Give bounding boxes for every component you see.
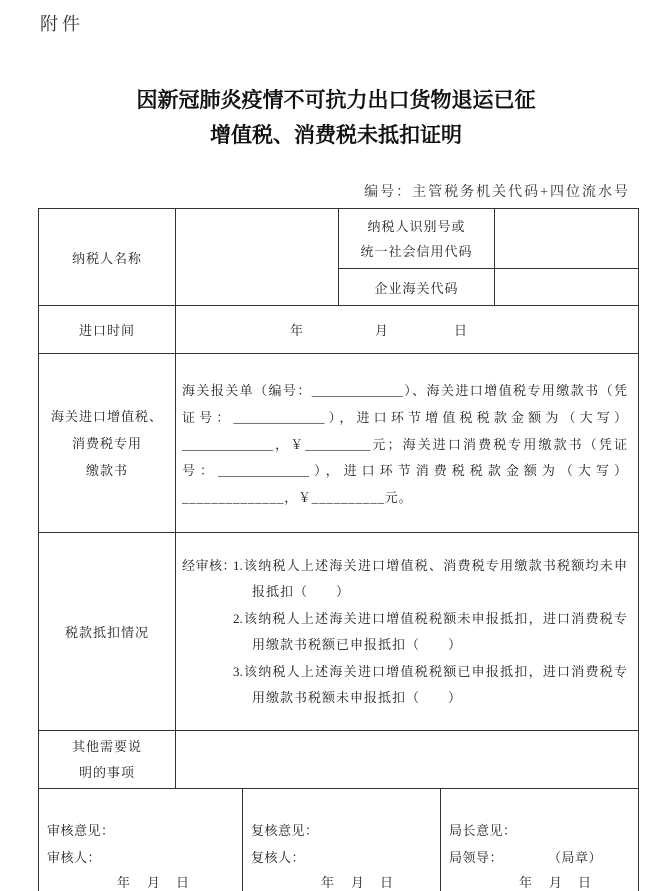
- deduction-item: [233, 606, 627, 659]
- import-time-value-cell: [175, 305, 639, 354]
- deduction-label: 税款抵扣情况: [64, 625, 149, 640]
- taxpayer-name-value-cell: [175, 208, 339, 306]
- customs-payment-line: ______________，￥__________元。: [182, 490, 413, 506]
- review-month-unit: 月: [147, 875, 161, 890]
- import-day-unit: 日: [454, 323, 468, 338]
- director-year-unit: 年: [519, 875, 533, 890]
- taxpayer-id-label-line-1: 纳税人识别号或: [367, 218, 466, 234]
- deduction-content-cell: [175, 532, 639, 731]
- recheck-day-unit: 日: [380, 875, 394, 890]
- recheck-month-unit: 月: [351, 875, 365, 890]
- recheck-opinion-label: 复核意见：: [251, 823, 319, 838]
- import-time-label-cell: [38, 305, 176, 354]
- customs-payment-label-cell: [38, 353, 176, 533]
- review-year-unit: 年: [117, 875, 131, 890]
- customs-code-value-cell: [494, 268, 639, 306]
- import-time-label: 进口时间: [78, 323, 135, 338]
- customs-payment-paragraph: [182, 378, 627, 512]
- customs-payment-line: ______________，￥__________元；海关进口消费税专用缴款书（凭证: [182, 436, 627, 452]
- other-matters-label-cell: [38, 730, 176, 789]
- review-day-unit: 日: [176, 875, 190, 890]
- recheck-approval-cell: [242, 788, 441, 891]
- reviewer-label: 审核人：: [47, 850, 102, 865]
- bureau-leader-label: 局领导：: [449, 850, 504, 865]
- customs-payment-line: 号：______________），进口环节消费税税款金额为（大写）: [182, 463, 627, 479]
- customs-payment-line: 海关报关单（编号：______________）、海关进口增值税专用缴款书（凭: [182, 383, 627, 398]
- document-title-line-1: 因新冠肺炎疫情不可抗力出口货物退运已征: [136, 88, 536, 112]
- taxpayer-id-label-cell: [338, 208, 495, 269]
- deduction-item-line-1: 1.该纳税人上述海关进口增值税、消费税专用缴款书税额均未申: [233, 558, 627, 573]
- other-matters-label-line-2: 明的事项: [78, 764, 135, 780]
- rechecker-label: 复核人：: [251, 850, 306, 865]
- other-matters-label-line-1: 其他需要说: [71, 738, 142, 754]
- deduction-label-cell: [38, 532, 176, 731]
- deduction-item-line-1: 3.该纳税人上述海关进口增值税税额已申报抵扣，进口消费税专: [233, 663, 627, 679]
- deduction-items: [233, 553, 627, 711]
- director-month-unit: 月: [549, 875, 563, 890]
- attachment-label: 附件: [40, 14, 84, 34]
- document-title-line-2: 增值税、消费税未抵扣证明: [210, 123, 462, 147]
- review-approval-cell: [38, 788, 243, 891]
- import-month-unit: 月: [375, 323, 389, 338]
- taxpayer-id-value-cell: [494, 208, 639, 269]
- deduction-item: [233, 553, 627, 606]
- taxpayer-id-label-line-2: 统一社会信用代码: [360, 243, 473, 259]
- director-approval-cell: [440, 788, 639, 891]
- deduction-intro: 经审核：: [182, 558, 237, 573]
- deduction-item-line-2: 报抵扣（ ）: [252, 584, 351, 600]
- customs-payment-label-line-3: 缴款书: [85, 462, 128, 478]
- deduction-item-line-2: 用缴款书税额未申报抵扣（ ）: [252, 690, 463, 706]
- taxpayer-name-label: 纳税人名称: [71, 250, 142, 266]
- director-opinion-label: 局长意见：: [449, 823, 517, 838]
- deduction-item: [233, 659, 627, 712]
- deduction-item-line-1: 2.该纳税人上述海关进口增值税税额未申报抵扣，进口消费税专: [233, 610, 627, 626]
- other-matters-value-cell: [175, 730, 639, 789]
- serial-number: 编号：主管税务机关代码+四位流水号: [364, 185, 630, 200]
- customs-payment-label-line-1: 海关进口增值税、: [50, 408, 163, 424]
- recheck-year-unit: 年: [321, 875, 335, 890]
- deduction-item-line-2: 用缴款书税额已申报抵扣（ ）: [252, 637, 463, 653]
- import-year-unit: 年: [290, 323, 304, 338]
- taxpayer-name-label-cell: [38, 208, 176, 306]
- customs-payment-content-cell: [175, 353, 639, 533]
- customs-payment-line: 证号：______________），进口环节增值税税款金额为（大写）: [182, 409, 627, 425]
- customs-code-label-cell: [338, 268, 495, 306]
- bureau-seal-label: （局章）: [548, 850, 603, 865]
- customs-code-label: 企业海关代码: [374, 280, 459, 296]
- review-opinion-label: 审核意见：: [47, 823, 115, 838]
- director-day-unit: 日: [578, 875, 592, 890]
- customs-payment-label-line-2: 消费税专用: [71, 435, 142, 451]
